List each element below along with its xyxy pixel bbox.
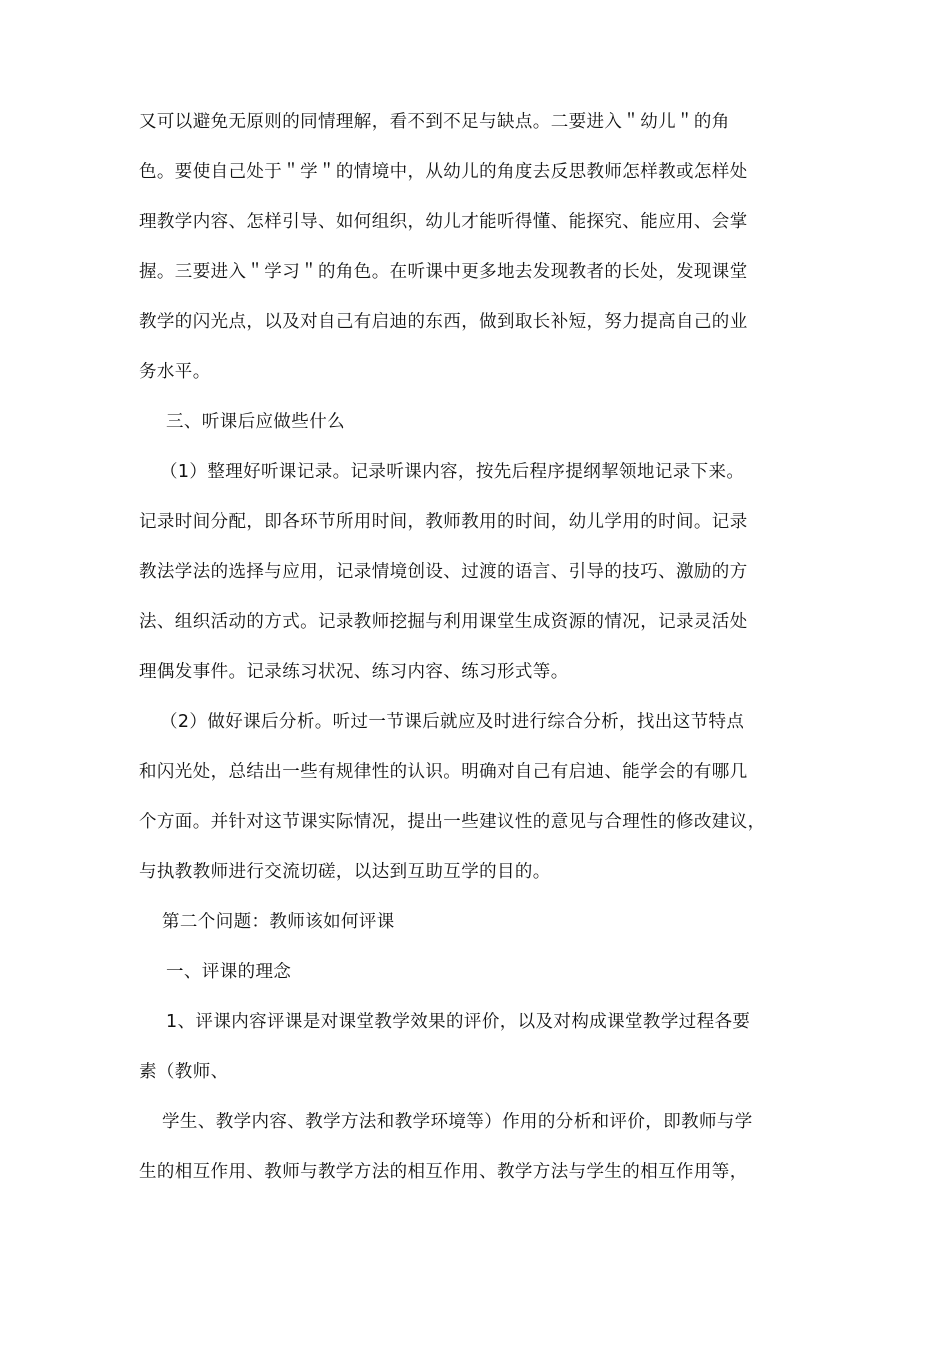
paragraph-line: 与执教教师进行交流切磋，以达到互助互学的目的。 xyxy=(139,862,551,882)
paragraph-line: 务水平。 xyxy=(139,362,211,382)
paragraph-line: （1）整理好听课记录。记录听课内容，按先后程序提纲挈领地记录下来。 xyxy=(160,462,745,482)
paragraph-line: 理偶发事件。记录练习状况、练习内容、练习形式等。 xyxy=(139,662,569,682)
paragraph-line: 生的相互作用、教师与教学方法的相互作用、教学方法与学生的相互作用等， xyxy=(139,1162,748,1182)
paragraph-line: 法、组织活动的方式。记录教师挖掘与利用课堂生成资源的情况，记录灵活处 xyxy=(139,612,748,632)
paragraph-line: 和闪光处，总结出一些有规律性的认识。明确对自己有启迪、能学会的有哪几 xyxy=(139,762,748,782)
paragraph-line: 个方面。并针对这节课实际情况，提出一些建议性的意见与合理性的修改建议， xyxy=(139,812,766,832)
paragraph-line: 教法学法的选择与应用，记录情境创设、过渡的语言、引导的技巧、激励的方 xyxy=(139,562,748,582)
section-heading: 三、听课后应做些什么 xyxy=(166,412,345,432)
paragraph-line: 1、评课内容评课是对课堂教学效果的评价，以及对构成课堂教学过程各要 xyxy=(166,1012,751,1032)
paragraph-line: 又可以避免无原则的同情理解，看不到不足与缺点。二要进入＂幼儿＂的角 xyxy=(139,112,730,132)
section-heading: 第二个问题：教师该如何评课 xyxy=(162,912,395,932)
paragraph-line: 学生、教学内容、教学方法和教学环境等）作用的分析和评价，即教师与学 xyxy=(162,1112,753,1132)
paragraph-line: 理教学内容、怎样引导、如何组织，幼儿才能听得懂、能探究、能应用、会掌 xyxy=(139,212,748,232)
paragraph-line: （2）做好课后分析。听过一节课后就应及时进行综合分析，找出这节特点 xyxy=(160,712,745,732)
paragraph-line: 记录时间分配，即各环节所用时间，教师教用的时间，幼儿学用的时间。记录 xyxy=(139,512,748,532)
paragraph-line: 色。要使自己处于＂学＂的情境中，从幼儿的角度去反思教师怎样教或怎样处 xyxy=(139,162,748,182)
section-heading: 一、评课的理念 xyxy=(166,962,292,982)
paragraph-line: 素（教师、 xyxy=(139,1062,229,1082)
paragraph-line: 握。三要进入＂学习＂的角色。在听课中更多地去发现教者的长处，发现课堂 xyxy=(139,262,748,282)
paragraph-line: 教学的闪光点，以及对自己有启迪的东西，做到取长补短，努力提高自己的业 xyxy=(139,312,748,332)
